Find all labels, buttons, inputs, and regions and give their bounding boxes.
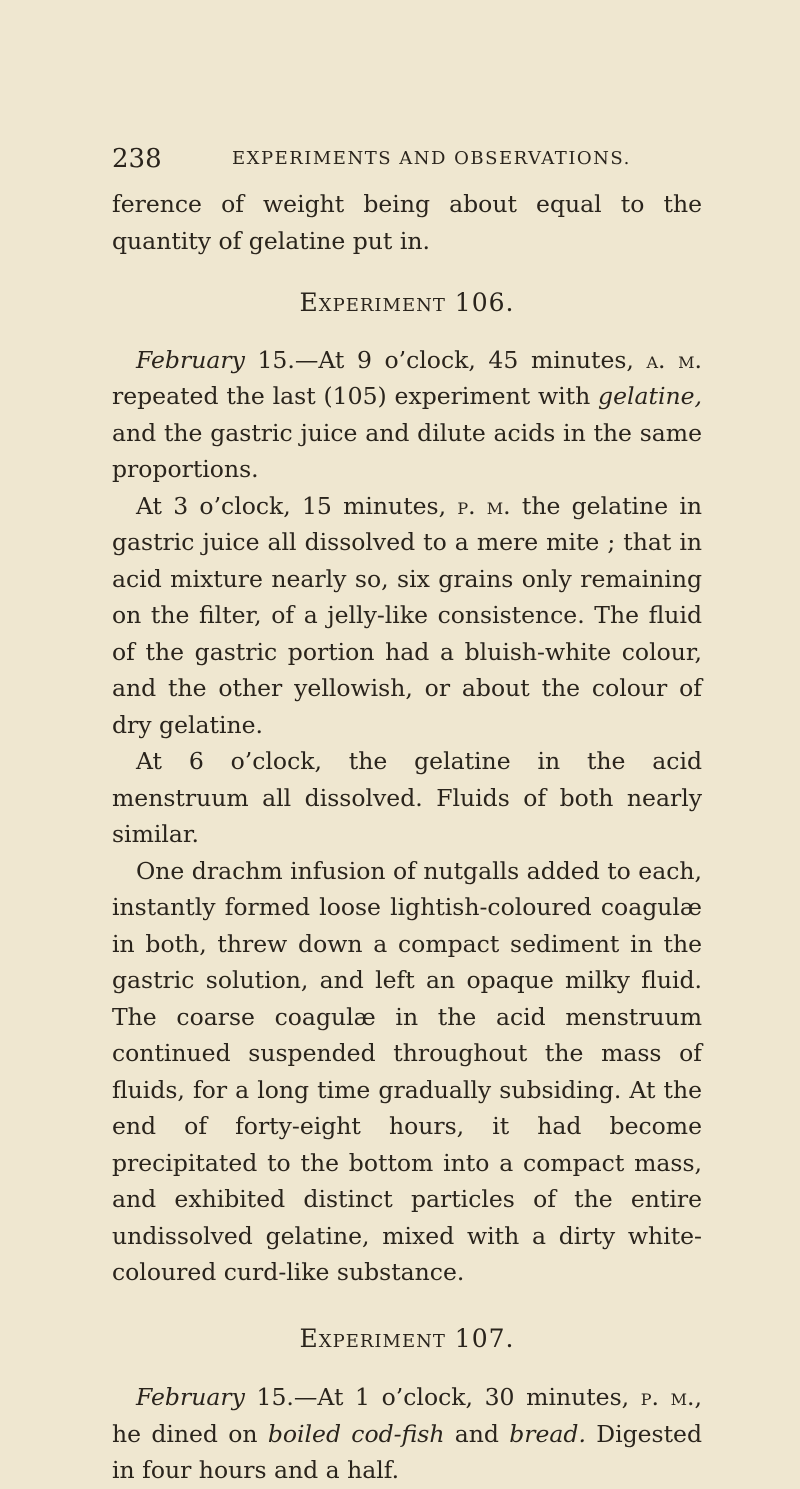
experiment-106-heading: Experiment 106.	[299, 288, 515, 317]
emphasis: gelatine,	[598, 382, 702, 410]
time-mark: p. m.	[640, 1383, 695, 1411]
page-number: 238	[112, 144, 162, 174]
continuation-paragraph: ference of weight being about equal to the quantity of gelatine put in.	[112, 190, 702, 255]
page-body	[112, 186, 702, 1489]
experiment-106-paragraph-3: At 6 o’clock, the gelatine in the acid menstruum all dissolved. Fluids of both nearly similar.	[112, 747, 702, 848]
time-mark: p. m.	[457, 491, 511, 520]
experiment-106-paragraph-1	[112, 342, 702, 488]
experiment-106-paragraph-2	[112, 488, 702, 744]
text-run: , he dined on	[112, 1383, 702, 1448]
page-header	[112, 144, 712, 178]
text-run: 15.—At 9 o’clock, 45 minutes,	[244, 345, 647, 374]
emphasis: bread.	[509, 1419, 586, 1448]
experiment-107-paragraph-1	[112, 1379, 702, 1489]
date: February	[136, 345, 245, 374]
date: February	[136, 1383, 245, 1411]
text-run: 15.—At 1 o’clock, 30 minutes,	[244, 1383, 641, 1411]
text-run: Digested in four hours and a half.	[112, 1419, 702, 1484]
text-run: At 3 o’clock, 15 minutes,	[136, 491, 458, 520]
running-title: EXPERIMENTS AND OBSERVATIONS.	[232, 148, 631, 169]
experiment-106-paragraph-4: One drachm infusion of nutgalls added to each, instantly formed loose lightish-coloured coagulæ in both, threw down a compact sediment in the gastric solution, and left an opaque milky fluid. The coarse coagulæ in the acid menstruum continued suspended throughout the mass of fluids, for a long time gradually subsiding. At the end of forty-eight hours, it had become precipitated to the bottom into a compact mass, and exhibited distinct particles of the entire undissolved gelatine, mixed with a dirty white-coloured curd-like substance.	[112, 856, 702, 1286]
emphasis: boiled cod-fish	[267, 1419, 445, 1448]
text-run: repeated the last (105) experiment with	[112, 382, 599, 410]
text-run: the gelatine in gastric juice all dissolved to a mere mite ; that in acid mixture nearly so, six grains only remaining on the filter, of a jelly-like consistence. The fluid of the gastric portion had a bluish-white colour, and the other yellowish, or about the colour of dry gelatine.	[112, 491, 702, 739]
time-mark: a. m.	[646, 345, 702, 374]
experiment-107-heading: Experiment 107.	[299, 1323, 515, 1353]
text-run: and the gastric juice and dilute acids in the same proportions.	[112, 418, 702, 483]
text-run: and	[444, 1419, 510, 1448]
